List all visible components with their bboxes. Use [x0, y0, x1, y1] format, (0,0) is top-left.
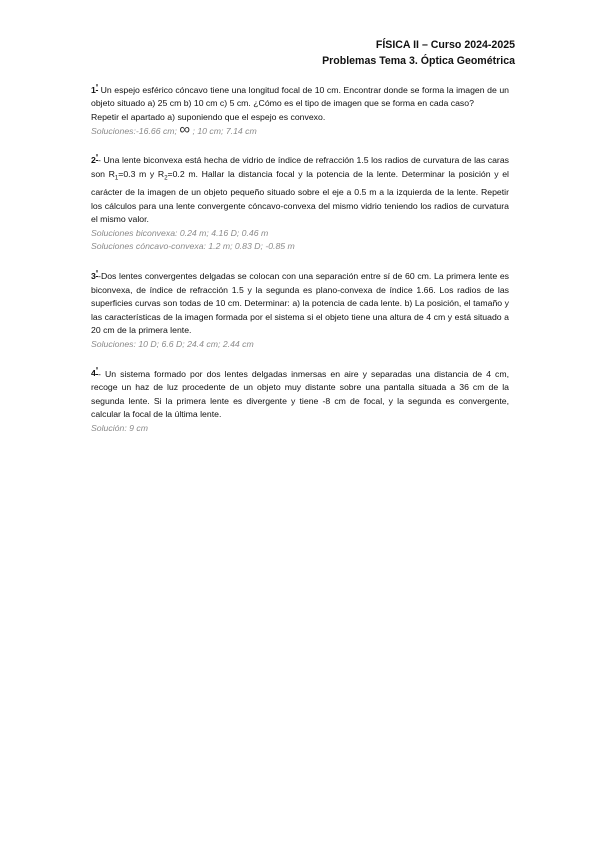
- problem-list: [91, 82, 509, 435]
- problem-number: $2^º$: [91, 155, 99, 166]
- problem-2: [91, 152, 509, 254]
- problem-1: [91, 82, 509, 138]
- problem-2-statement: $2^º-$ Una lente biconvexa está hecha de vidrio de índice de refracción 1.5 los radios de curvatura de las caras son $R_1=0.3$ m y $R_2=0.2$ m. Hallar la distancia focal y la potencia de la lente. Determinar la posición y el carácter de la imagen de un objeto pequeño situado sobre el eje a 0.5 m a la izquierda de la lente. Repetir los cálculos para una lente convergente cóncavo-convexa del mismo vidrio teniendo los radios de curvatura el mismo valor.: [91, 155, 509, 225]
- problem-3-text: Dos lentes convergentes delgadas se colocan con una separación entre sí de 60 cm. La primera lente es biconvexa, de índice de refracción 1.5 y la segunda es plano-convexa de índice 1.66. Los radios de las superficies curvas son todas de 10 cm. Determinar: a) la potencia de cada lente. b) La posición, el tamaño y las características de la imagen formada por el sistema si el objeto tiene una altura de 4 cm y está situado a 20 cm de la primera lente.: [91, 270, 509, 336]
- problem-2-solution-biconvex: Soluciones biconvexa: 0.24 m; 4.16 D; 0.46 m: [91, 227, 269, 238]
- topic-title: Problemas Tema 3. Óptica Geométrica: [322, 55, 515, 67]
- problem-number: $4^º$: [91, 368, 99, 379]
- problem-1-statement: [91, 82, 509, 111]
- problem-2-solution-concave-convex: Soluciones cóncavo-convexa: 1.2 m; 0.83 D; -0.85 m: [91, 241, 295, 252]
- problem-3: [91, 268, 509, 351]
- problem-3-solution: Soluciones: 10 D; 6.6 D; 24.4 cm; 2.44 cm: [91, 338, 254, 349]
- problem-4-text: Un sistema formado por dos lentes delgadas inmersas en aire y separadas una distancia de 4 cm, recoge un haz de luz procedente de un objeto muy distante sobre una pantalla situada a 36 cm de la segunda lente. Si la primera lente es divergente y tiene -8 cm de focal, y la segunda es convergente, calcular la focal de la última lente.: [91, 368, 509, 420]
- problem-4: [91, 366, 509, 436]
- problem-number: $3^º$: [91, 270, 99, 281]
- problem-4-solution: Solución: 9 cm: [91, 422, 148, 433]
- document-header: [322, 37, 515, 69]
- problem-1-text: Un espejo esférico cóncavo tiene una longitud focal de 10 cm. Encontrar donde se forma la imagen de un objeto situado a) 25 cm b) 10 cm c) 5 cm. ¿Cómo es el tipo de imagen que se forma en cada caso?: [91, 84, 509, 109]
- problem-1-solution: Soluciones:-16.66 cm; ∞ ; 10 cm; 7.14 cm: [91, 120, 257, 138]
- problem-3-statement: $3^º$-Dos lentes convergentes delgadas se colocan con una separación entre sí de 60 cm. La primera lente es biconvexa, de índice de refracción 1.5 y la segunda es plano-convexa de índice 1.66. Los radios de las superficies curvas son todas de 10 cm. Determinar: a) la potencia de cada lente. b) La posición, el tamaño y las características de la imagen formada por el sistema si el objeto tiene una altura de 4 cm y está situado a 20 cm de la primera lente.: [91, 270, 509, 336]
- problem-number: $1^º$: [91, 84, 99, 95]
- problem-1-extra: Repetir el apartado a) suponiendo que el espejo es convexo.: [91, 112, 326, 123]
- problem-4-statement: $4^º-$ Un sistema formado por dos lentes delgadas inmersas en aire y separadas una distancia de 4 cm, recoge un haz de luz procedente de un objeto muy distante sobre una pantalla situada a 36 cm de la segunda lente. Si la primera lente es divergente y tiene -8 cm de focal, y la segunda es convergente, calcular la focal de la última lente.: [91, 368, 509, 420]
- course-title: FÍSICA II – Curso 2024-2025: [375, 39, 515, 51]
- infinity-symbol: ∞: [179, 120, 191, 138]
